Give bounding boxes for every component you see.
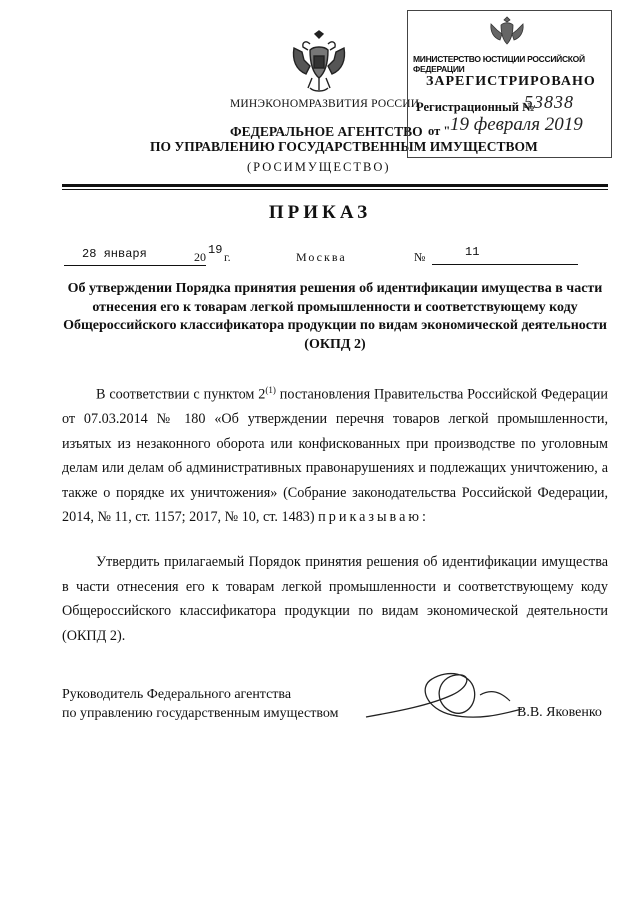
header-rule-thick: [62, 184, 608, 187]
preamble-sup: (1): [265, 385, 276, 395]
stamp-number: 53838: [524, 92, 574, 112]
stamp-date: 19 февраля 2019: [450, 114, 583, 135]
signatory-title-line2: по управлению государственным имуществом: [62, 706, 339, 721]
stamp-date-prefix: от ": [428, 124, 451, 138]
header-rule-thin: [62, 189, 608, 190]
stamp-ministry: МИНИСТЕРСТВО ЮСТИЦИИ РОССИЙСКОЙ ФЕДЕРАЦИИ: [413, 54, 585, 74]
year-prefix: 20: [194, 250, 206, 264]
year-unit: г.: [224, 250, 231, 264]
stamp-emblem-icon: [487, 14, 527, 50]
signatory-title: [62, 685, 338, 723]
handwritten-signature: [360, 665, 530, 725]
signatory-name: В.В. Яковенко: [517, 705, 602, 720]
preamble-text-a: В соответствии с пунктом 2: [96, 386, 266, 403]
coat-of-arms-emblem: [288, 30, 350, 96]
year-suffix: 19: [208, 243, 223, 257]
ministry-name: МИНЭКОНОМРАЗВИТИЯ РОССИИ: [230, 98, 420, 110]
stamp-status: ЗАРЕГИСТРИРОВАНО: [426, 74, 596, 89]
agency-name-line1: ФЕДЕРАЛЬНОЕ АГЕНТСТВО: [230, 124, 423, 139]
stamp-number-label: Регистрационный №: [416, 100, 535, 114]
agency-name-line2: ПО УПРАВЛЕНИЮ ГОСУДАРСТВЕННЫМ ИМУЩЕСТВОМ: [150, 139, 538, 154]
paragraph-preamble: [62, 378, 608, 530]
document-number: 11: [465, 245, 480, 259]
agency-short-name: (РОСИМУЩЕСТВО): [247, 160, 391, 174]
document-city: Москва: [296, 250, 347, 264]
paragraph-approve: Утвердить прилагаемый Порядок принятия решения об идентификации имущества в части отнесения его к товарам легкой промышленности и соответствующему коду Общероссийского классификатора продукции по видам экономической деятельности (ОКПД 2).: [62, 554, 608, 644]
document-date: 28 января: [82, 247, 147, 261]
signatory-title-line1: Руководитель Федерального агентства: [62, 687, 292, 702]
document-subject: Об утверждении Порядка принятия решения об идентификации имущества в части отнесения его к товарам легкой промышленности и соответствующему коду Общероссийского классификатора продукции по видам экономической деятельности (ОКПД 2): [63, 281, 607, 352]
document-type-title: ПРИКАЗ: [268, 202, 372, 223]
preamble-text-b: постановления Правительства Российской Федерации от 07.03.2014 № 180 «Об утверждении перечня товаров легкой промышленности, изъятых из незаконного оборота или конфискованных при производстве по уголовным делам или делам об административных правонарушениях и подлежащих уничтожению, а также о порядке их уничтожения» (Собрание законодательства Российской Федерации, 2014, № 11, ст. 1157; 2017, № 10, ст. 1483): [62, 386, 608, 526]
preamble-order-word: приказываю:: [318, 509, 429, 526]
number-underline: [432, 248, 578, 265]
number-sign: №: [414, 250, 426, 264]
